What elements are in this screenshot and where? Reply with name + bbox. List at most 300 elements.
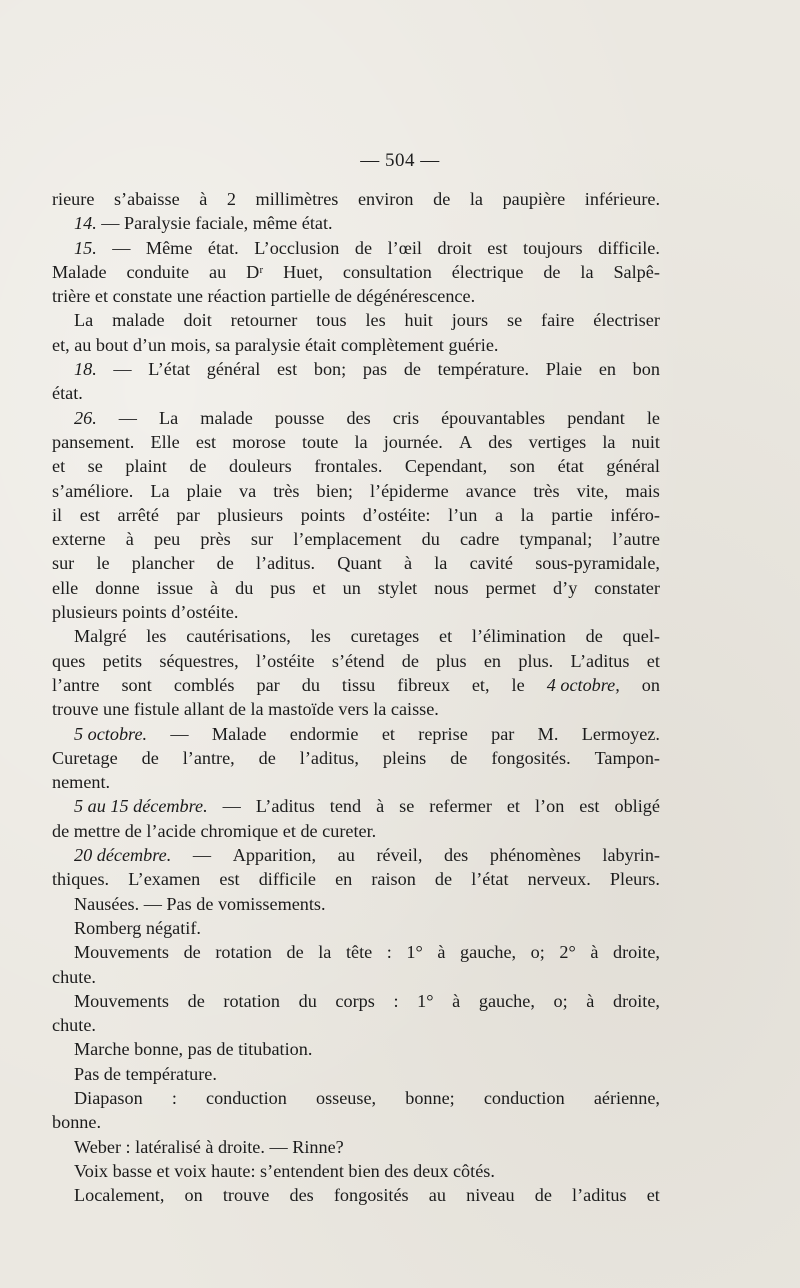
line-word: difficile (258, 869, 316, 890)
line-word: — (222, 796, 241, 817)
line-word: vertiges (528, 431, 587, 452)
line-word: à (590, 942, 599, 963)
line-word: rotation (223, 990, 280, 1011)
line-word: corps (335, 990, 375, 1011)
line-word: 2 (226, 189, 236, 209)
line-word: nerveux. (527, 869, 591, 890)
line-word: électriser (593, 310, 660, 331)
line-word: épouvantables (441, 407, 546, 428)
line-word: cris (392, 407, 420, 428)
line-word: il (52, 504, 63, 525)
line-word: la (434, 553, 448, 574)
line-word: gauche, (478, 990, 535, 1011)
line-word: état. (207, 237, 239, 258)
text-line (52, 892, 660, 916)
line-word: 14. — Paralysie faciale, même état. (74, 213, 333, 234)
line-word: mais (625, 480, 660, 501)
line-word: elle (52, 577, 79, 598)
line-word: les (365, 310, 386, 331)
line-word: l’aditus. (255, 553, 316, 574)
line-word: se (399, 796, 415, 817)
line-word: réveil, (376, 845, 423, 866)
line-word: 4 octobre, (546, 674, 620, 695)
line-word: toujours (523, 237, 583, 258)
line-word: phénomènes (489, 845, 581, 866)
text-line (52, 1013, 660, 1037)
line-word: conduction (206, 1087, 287, 1108)
line-word: : (171, 1087, 177, 1108)
line-word: La (74, 310, 94, 331)
line-word: les (310, 626, 331, 647)
line-word: consultation (342, 261, 432, 282)
line-word: jours (451, 310, 489, 331)
line-word: se (87, 456, 103, 477)
line-word: en (335, 869, 353, 890)
text-line (52, 1159, 660, 1183)
line-word: Même (145, 237, 193, 258)
line-word: 2° (559, 942, 576, 963)
line-word: rotation (215, 942, 272, 963)
line-word: Localement, (74, 1185, 165, 1206)
text-line (52, 308, 660, 332)
line-word: cautérisations, (186, 626, 291, 647)
text-line (52, 381, 660, 405)
line-word: est (579, 796, 600, 817)
text-line (52, 187, 660, 211)
text-line (52, 479, 660, 503)
text-line (52, 333, 660, 357)
line-word: général (606, 456, 660, 477)
line-word: de (189, 456, 207, 477)
line-word: au (428, 1185, 446, 1206)
line-word: ques (52, 650, 86, 671)
line-word: stylet (377, 577, 418, 598)
line-word: est (219, 869, 240, 890)
line-word: nuit (631, 431, 660, 452)
line-word: arrêté (117, 504, 159, 525)
line-word: de (433, 189, 451, 209)
line-word: Malade (211, 723, 267, 744)
line-word: difficile. (598, 237, 660, 258)
line-word: — (112, 237, 131, 258)
line-word: 1° (406, 942, 423, 963)
line-word: son (509, 456, 536, 477)
line-word: en (483, 650, 502, 671)
line-word: — (192, 845, 212, 866)
text-line (52, 1037, 660, 1061)
line-word: douleurs (229, 456, 292, 477)
line-word: très (273, 480, 300, 501)
line-word: 15. (74, 237, 97, 258)
line-word: de (354, 237, 373, 258)
text-line (52, 673, 660, 697)
line-word: de (403, 359, 421, 380)
line-word: s’abaisse (113, 189, 180, 209)
line-word: et (381, 723, 395, 744)
line-word: l’élimination (471, 626, 566, 647)
line-word: à (210, 577, 219, 598)
line-word: huit (404, 310, 433, 331)
text-line (52, 211, 660, 235)
line-word: la (580, 261, 594, 282)
line-word: Salpê- (613, 261, 660, 282)
line-word: des (444, 845, 469, 866)
line-word: la (354, 431, 368, 452)
line-word: Huet, (283, 261, 323, 282)
line-word: fongosités (333, 1185, 409, 1206)
text-line (52, 940, 660, 964)
line-word: Malgré (74, 626, 127, 647)
line-word: et (506, 796, 520, 817)
text-line (52, 406, 660, 430)
line-word: toute (301, 431, 339, 452)
line-word: Diapason (74, 1087, 143, 1108)
line-word: faire (541, 310, 575, 331)
line-word: à (125, 529, 134, 550)
line-word: à (586, 990, 595, 1011)
line-word: pendant (567, 407, 625, 428)
line-word: par (176, 504, 200, 525)
line-word: paupière (502, 189, 566, 209)
line-word: et (439, 626, 453, 647)
line-word: Mouvements (74, 990, 169, 1011)
line-word: : (393, 990, 399, 1011)
line-word: A (458, 431, 473, 452)
line-word: séquestres, (159, 650, 239, 671)
line-word: bon; (313, 359, 347, 380)
line-word: tympanal; (519, 529, 593, 550)
text-line (52, 746, 660, 770)
line-word: s’étend (331, 650, 385, 671)
line-word: sur (52, 553, 75, 574)
line-word: malade (112, 310, 165, 331)
line-word: de (401, 650, 419, 671)
line-word: niveau (466, 1185, 515, 1206)
line-word: o; (530, 942, 545, 963)
body-text (52, 187, 660, 1207)
line-word: externe (52, 529, 106, 550)
text-line (52, 794, 660, 818)
line-word: plancher (131, 553, 195, 574)
line-word: à (403, 553, 413, 574)
line-word: — (170, 723, 189, 744)
line-word: : (386, 942, 392, 963)
line-word: à (376, 796, 385, 817)
line-word: thiques. (52, 869, 110, 890)
line-word: est (487, 237, 508, 258)
line-word: les (146, 626, 167, 647)
text-line (52, 284, 660, 308)
line-word: l’état (471, 869, 509, 890)
line-word: donne (95, 577, 140, 598)
line-word: issue (156, 577, 194, 598)
line-word: La (150, 480, 170, 501)
line-word: Pas de température. (74, 1063, 217, 1084)
line-word: de (258, 747, 276, 768)
line-word: électrique (451, 261, 524, 282)
line-word: obligé (614, 796, 660, 817)
line-word: la (520, 504, 534, 525)
line-word: de (534, 1185, 552, 1206)
line-word: environ (357, 189, 414, 209)
line-word: très (533, 480, 560, 501)
line-word: la (318, 942, 332, 963)
line-word: peu (153, 529, 181, 550)
line-word: des (488, 431, 513, 452)
line-word: tissu (341, 674, 376, 695)
text-line (52, 1062, 660, 1086)
line-word: — (113, 359, 132, 380)
line-word: 5 au 15 décembre. (74, 796, 208, 817)
line-word: chute. (52, 1015, 96, 1036)
line-word: L’état (148, 359, 191, 380)
line-word: de (286, 942, 304, 963)
line-word: et (646, 650, 660, 671)
line-word: se (507, 310, 523, 331)
line-word: morose (232, 431, 286, 452)
line-word: le (511, 674, 525, 695)
text-line (52, 1110, 660, 1134)
text-line (52, 454, 660, 478)
text-line (52, 965, 660, 989)
line-word: bien; (316, 480, 353, 501)
line-word: fongosités. (491, 747, 571, 768)
line-word: de (141, 747, 159, 768)
line-word: sous-pyramidale, (535, 553, 660, 574)
text-line (52, 1183, 660, 1207)
line-word: l’antre, (182, 747, 235, 768)
line-word: M. (537, 723, 559, 744)
line-word: Cependant, (404, 456, 488, 477)
line-word: par (491, 723, 515, 744)
line-word: l’aditus, (299, 747, 359, 768)
line-word: des (289, 1185, 314, 1206)
line-word: à (452, 990, 461, 1011)
line-word: et (312, 577, 326, 598)
line-word: état. (52, 383, 83, 404)
line-word: s’améliore. (52, 480, 134, 501)
line-word: trière et constate une réaction partielle de dégénérescence. (52, 286, 476, 307)
line-word: nement. (52, 772, 111, 793)
line-word: journée. (383, 431, 443, 452)
line-word: du (298, 990, 317, 1011)
line-word: L’occlusion (254, 237, 340, 258)
line-word: de (450, 747, 468, 768)
line-word: général (206, 359, 261, 380)
text-line (52, 503, 660, 527)
line-word: plusieurs points d’ostéite. (52, 602, 239, 623)
line-word: de (183, 942, 201, 963)
line-word: Pleurs. (609, 869, 660, 890)
line-word: partie (551, 504, 593, 525)
line-word: 1° (417, 990, 434, 1011)
line-word: — (118, 407, 137, 428)
line-word: aérienne, (593, 1087, 660, 1108)
line-word: l’un (448, 504, 478, 525)
line-word: Curetage (52, 747, 118, 768)
line-word: plaie (186, 480, 222, 501)
line-word: va (239, 480, 257, 501)
line-word: l’on (534, 796, 565, 817)
line-word: malade (200, 407, 253, 428)
line-word: et (646, 1185, 660, 1206)
line-word: l’épiderme (369, 480, 449, 501)
line-word: de (434, 869, 453, 890)
line-word: température. (437, 359, 530, 380)
line-word: labyrin- (602, 845, 660, 866)
line-word: un (342, 577, 361, 598)
line-word: de (187, 990, 205, 1011)
line-word: l’antre (52, 674, 100, 695)
line-word: et (52, 456, 66, 477)
line-word: droite, (613, 942, 660, 963)
text-line (52, 600, 660, 624)
line-word: Quant (337, 553, 382, 574)
line-word: frontales. (314, 456, 383, 477)
line-word: bonne. (52, 1112, 101, 1133)
text-line (52, 722, 660, 746)
line-word: Elle (150, 431, 180, 452)
line-word: est (276, 359, 298, 380)
line-word: chute. (52, 966, 96, 987)
line-word: d’ostéite: (362, 504, 431, 525)
line-word: vite, (576, 480, 609, 501)
line-word: plusieurs (217, 504, 284, 525)
line-word: tous (316, 310, 347, 331)
line-word: au (209, 261, 227, 282)
line-word: inféro- (610, 504, 660, 525)
line-word: L’examen (128, 869, 201, 890)
text-line (52, 527, 660, 551)
line-word: plus. (518, 650, 554, 671)
text-line (52, 1135, 660, 1159)
line-word: on (641, 674, 660, 695)
line-word: pleins (382, 747, 427, 768)
line-word: quel- (622, 626, 660, 647)
line-word: 18. (74, 359, 97, 380)
line-word: curetages (350, 626, 420, 647)
line-word: osseuse, (315, 1087, 377, 1108)
line-word: droite, (613, 990, 660, 1011)
line-word: le (96, 553, 110, 574)
line-word: retourner (230, 310, 298, 331)
text-line (52, 867, 660, 891)
line-word: nous (434, 577, 469, 598)
line-word: à (199, 189, 208, 209)
line-word: de (585, 626, 603, 647)
line-word: reprise (418, 723, 468, 744)
line-word: pansement. (52, 431, 135, 452)
text-line (52, 916, 660, 940)
line-word: la (602, 431, 616, 452)
line-word: points (300, 504, 346, 525)
line-word: Plaie (545, 359, 583, 380)
text-line (52, 843, 660, 867)
line-word: 20 décembre. (74, 845, 172, 866)
line-word: inférieure. (584, 189, 660, 209)
line-word: tête (345, 942, 373, 963)
line-word: petits (102, 650, 143, 671)
line-word: Romberg négatif. (74, 917, 201, 938)
line-word: droit (437, 237, 472, 258)
line-word: sont (121, 674, 152, 695)
line-word: La (159, 407, 179, 428)
line-word: comblés (173, 674, 235, 695)
line-word: près (200, 529, 231, 550)
line-word: 26. (74, 407, 97, 428)
line-word: et, au bout d’un mois, sa paralysie était complètement guérie. (52, 334, 499, 355)
line-word: Lermoyez. (581, 723, 660, 744)
line-word: de mettre de l’acide chromique et de cureter. (52, 820, 377, 841)
line-word: l’aditus (572, 1185, 627, 1206)
line-word: bon (632, 359, 660, 380)
line-word: conduction (483, 1087, 565, 1108)
line-word: tend (329, 796, 362, 817)
line-word: des (346, 407, 371, 428)
page-number: — 504 — (360, 150, 440, 171)
line-word: refermer (429, 796, 492, 817)
line-word: 5 octobre. (74, 723, 148, 744)
line-word: à (437, 942, 446, 963)
line-word: Apparition, (232, 845, 317, 866)
line-word: endormie (289, 723, 359, 744)
line-word: du (421, 529, 440, 550)
line-word: plaint (125, 456, 167, 477)
line-word: Weber : latéralisé à droite. — Rinne? (74, 1136, 344, 1157)
line-word: et, (471, 674, 490, 695)
line-word: de (543, 261, 561, 282)
line-word: cavité (469, 553, 513, 574)
line-word: pousse (274, 407, 325, 428)
line-word: l’œil (387, 237, 422, 258)
line-word: du (235, 577, 254, 598)
line-word: est (79, 504, 100, 525)
text-line (52, 260, 660, 284)
text-line (52, 697, 660, 721)
line-word: constater (594, 577, 660, 598)
text-line (52, 819, 660, 843)
line-word: l’autre (612, 529, 660, 550)
line-word: Voix basse et voix haute: s’entendent bien des deux côtés. (74, 1160, 495, 1181)
line-word: gauche, (460, 942, 517, 963)
line-word: Dʳ (246, 261, 264, 282)
text-line (52, 551, 660, 575)
line-word: conduite (126, 261, 190, 282)
text-line (52, 1086, 660, 1110)
text-line (52, 236, 660, 260)
line-word: L’aditus (570, 650, 630, 671)
line-word: pas (362, 359, 388, 380)
line-word: l’ostéite (255, 650, 315, 671)
line-word: l’emplacement (293, 529, 402, 550)
line-word: plus (436, 650, 467, 671)
line-word: pus (270, 577, 296, 598)
line-word: trouve une fistule allant de la mastoïde vers la caisse. (52, 699, 439, 720)
text-line (52, 430, 660, 454)
text-line (52, 357, 660, 381)
text-line (52, 770, 660, 794)
line-word: est (195, 431, 217, 452)
line-word: du (301, 674, 320, 695)
line-word: raison (371, 869, 416, 890)
line-word: au (337, 845, 355, 866)
line-word: Malade (52, 261, 107, 282)
line-word: fibreux (397, 674, 450, 695)
line-word: Nausées. — Pas de vomissements. (74, 893, 326, 914)
line-word: doit (183, 310, 212, 331)
line-word: on (184, 1185, 203, 1206)
line-word: millimètres (255, 189, 339, 209)
